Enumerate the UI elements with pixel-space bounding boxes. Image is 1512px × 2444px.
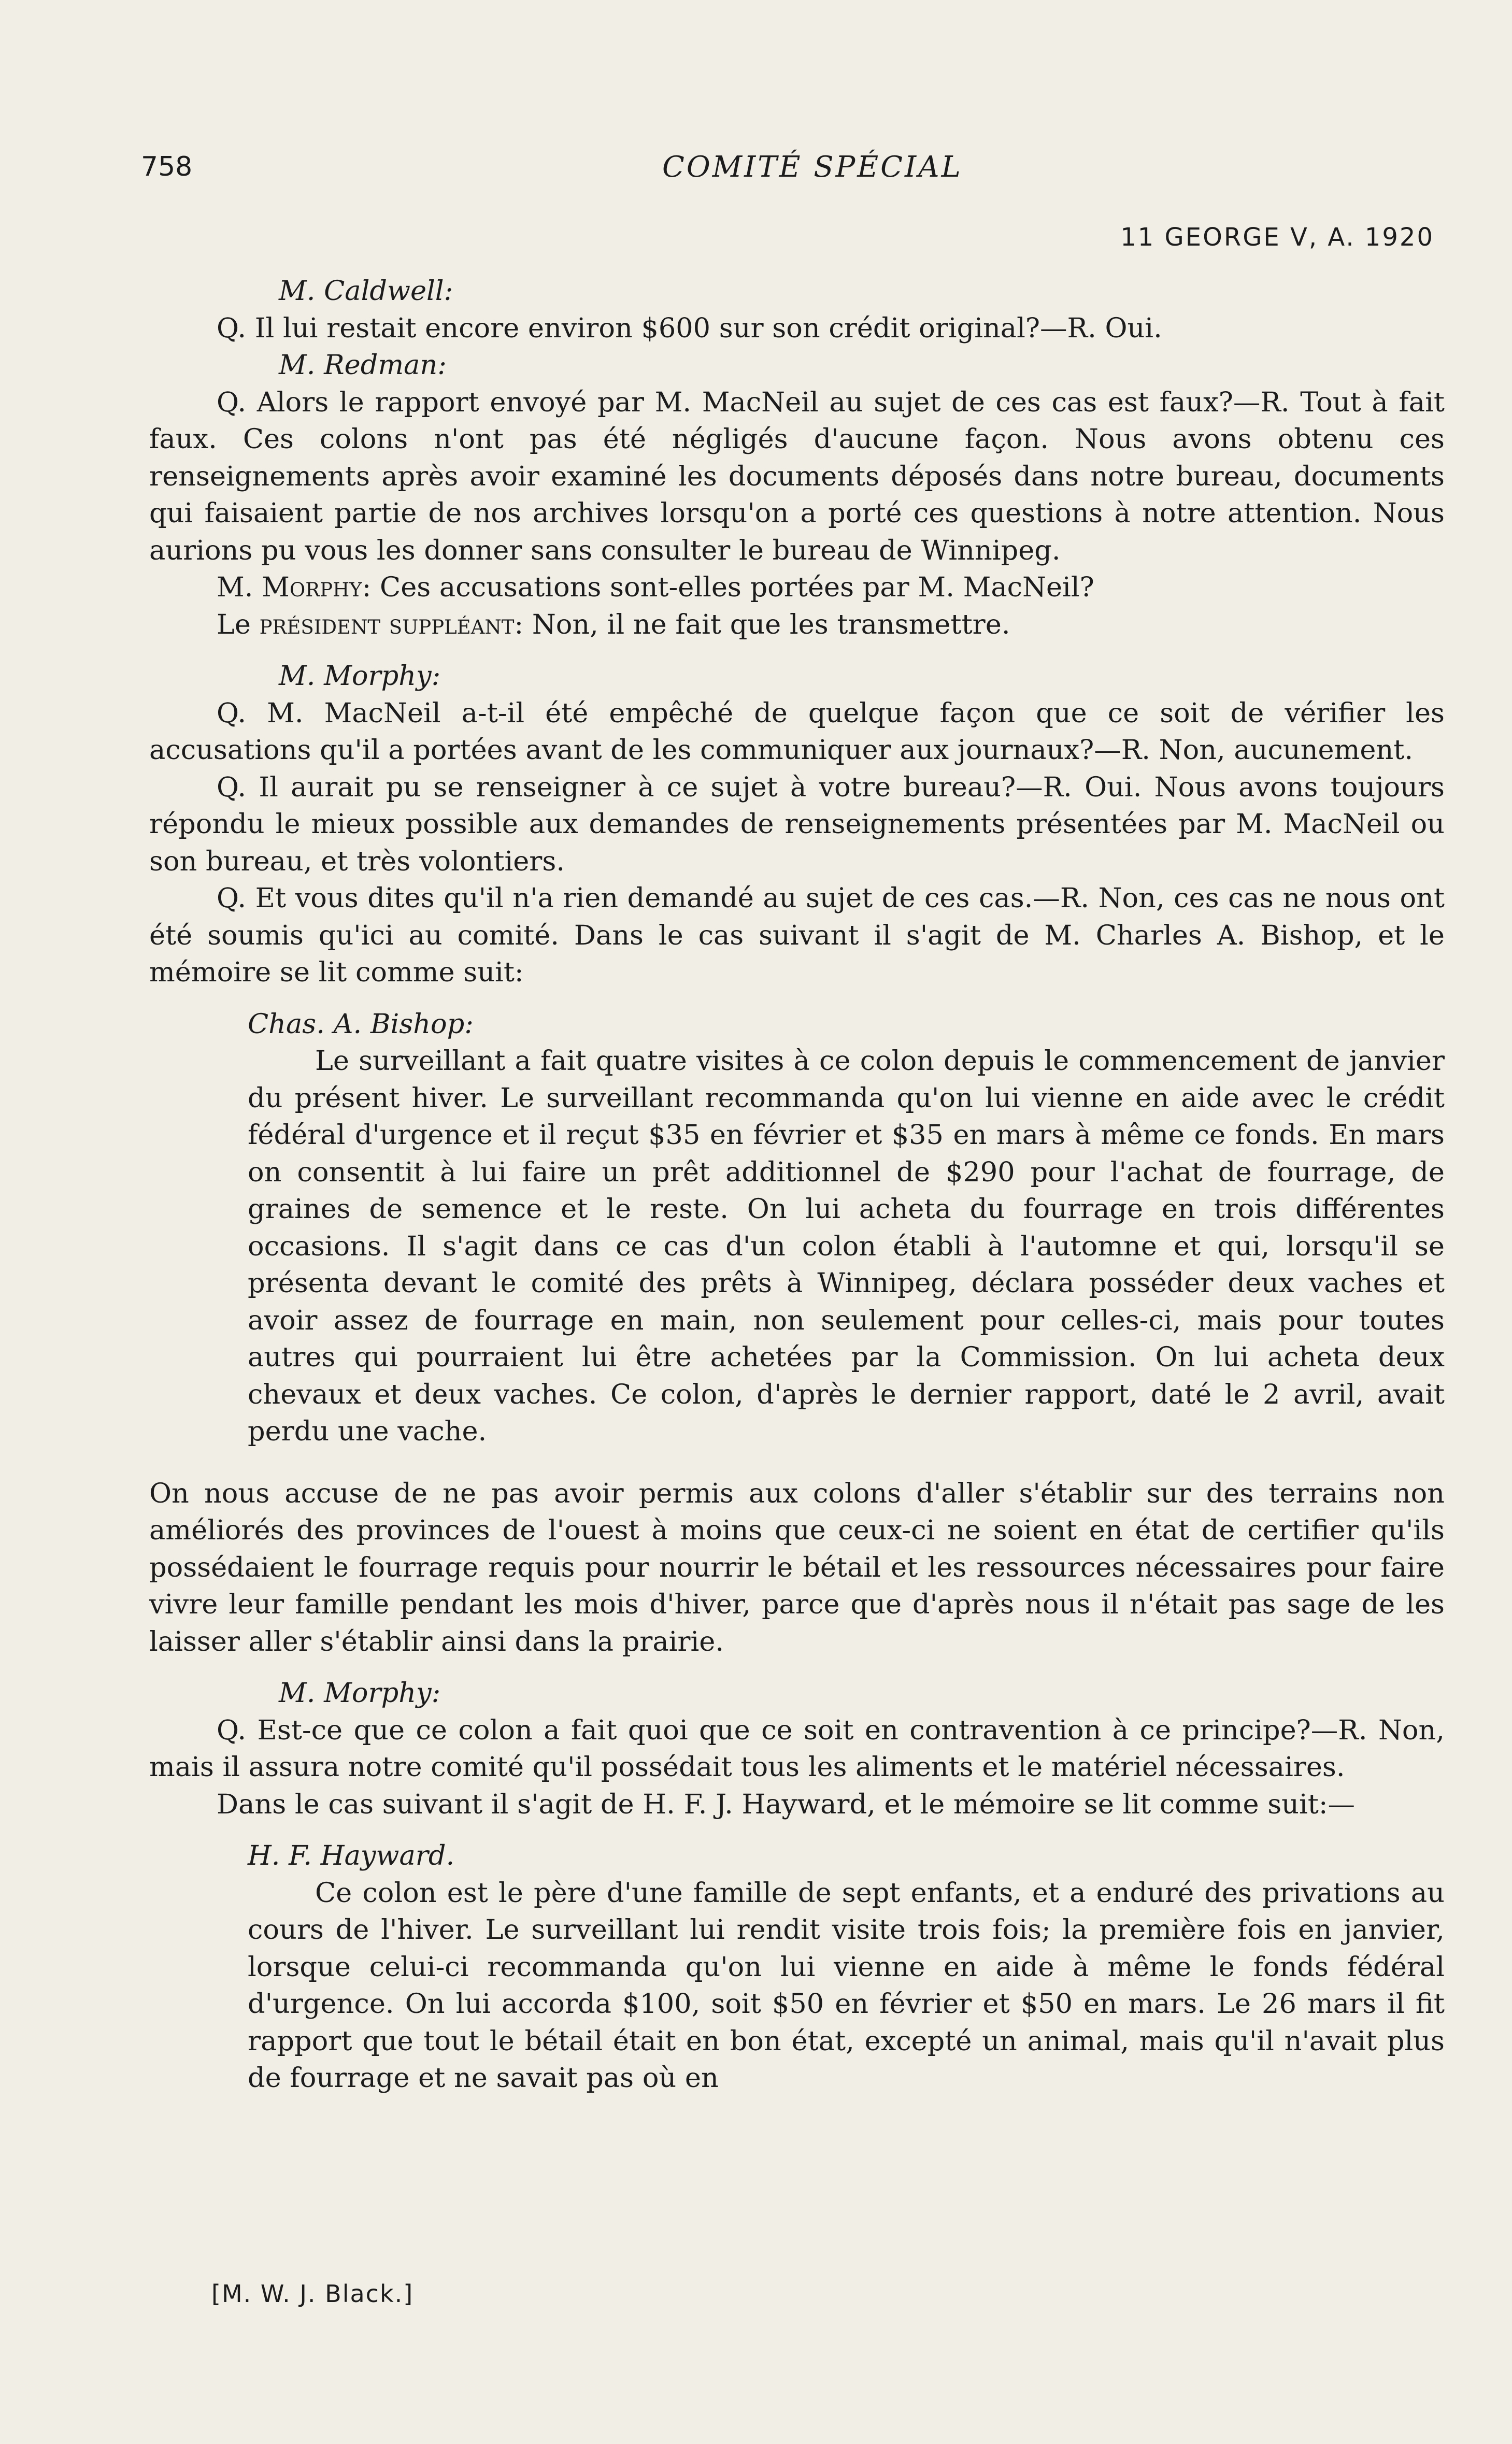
- paragraph: On nous accuse de ne pas avoir permis aux colons d'aller s'établir sur des terrains non améliorés des provinces de l'ouest à moins que ceux-ci ne soient en état de certifier qu'ils possédaient le fourrage requis pour nourrir le bétail et les ressources nécessaires pour faire vivre leur famille pendant les mois d'hiver, parce que d'après nous il n'était pas sage de les laisser aller s'établir ainsi dans la prairie.: [149, 1477, 1445, 1657]
- quoted-memo-text: Ce colon est le père d'une famille de sept enfants, et a enduré des privations au cours de l'hiver. Le surveillant lui rendit visite trois fois; la première fois en janvier, lorsque celui-ci recommanda qu'on lui vienne en aide à même le fonds fédéral d'urgence. On lui accorda $100, soit $50 en février et $50 en mars. Le 26 mars il fit rapport que tout le bétail était en bon état, excepté un animal, mais qu'il n'avait plus de fourrage et ne savait pas où en: [248, 1877, 1445, 2094]
- paragraph-prefix: Le: [217, 608, 260, 640]
- speaker-name: M. Morphy: [217, 571, 362, 603]
- paragraph: Q. Est-ce que ce colon a fait quoi que ce soit en contravention à ce principe?—R. Non, mais il assura notre comité qu'il possédait tous les aliments et le matériel nécessaires.: [149, 1714, 1445, 1783]
- quote-title-text: H. F. Hayward.: [248, 1840, 455, 1871]
- body-text: [149, 273, 1445, 2097]
- paragraph: [149, 606, 1445, 644]
- paragraph: Q. Il lui restait encore environ $600 sur son crédit original?—R. Oui.: [217, 312, 1162, 344]
- quote-title: [248, 1006, 1445, 1043]
- running-title: COMITÉ SPÉCIAL: [662, 150, 963, 184]
- quoted-memo-text: Le surveillant a fait quatre visites à ce colon depuis le commencement de janvier du présent hiver. Le surveillant recommanda qu'on lui vienne en aide avec le crédit fédéral d'urgence et il reçut $35 en février et $35 en mars à même ce fonds. En mars on consentit à lui faire un prêt additionnel de $290 pour l'achat de fourrage, de graines de semence et le reste. On lui acheta du fourrage en trois différentes occasions. Il s'agit dans ce cas d'un colon établi à l'automne et qui, lorsqu'il se présenta devant le comité des prêts à Winnipeg, déclara posséder deux vaches et avoir assez de fourrage en main, non seulement pour celles-ci, mais pour toutes autres qui pourraient lui être achetées par la Commission. On lui acheta deux chevaux et deux vaches. Ce colon, d'après le dernier rapport, daté le 2 avril, avait perdu une vache.: [248, 1045, 1445, 1447]
- quote-title-text: Chas. A. Bishop:: [248, 1008, 474, 1040]
- footer-signature: [M. W. J. Black.]: [211, 2280, 414, 2308]
- paragraph: Q. Et vous dites qu'il n'a rien demandé au sujet de ces cas.—R. Non, ces cas ne nous ont été soumis qu'ici au comité. Dans le cas suivant il s'agit de M. Charles A. Bishop, et le mémoire se lit comme suit:: [149, 882, 1445, 988]
- quote-title: [248, 1837, 1445, 1875]
- quoted-memo: [248, 1875, 1445, 2097]
- speaker-label: M. Redman:: [279, 349, 447, 381]
- speaker-name: président suppléant: [259, 608, 515, 640]
- paragraph: Q. M. MacNeil a-t-il été empêché de quelque façon que ce soit de vérifier les accusations qu'il a portées avant de les communiquer aux journaux?—R. Non, aucunement.: [149, 697, 1445, 766]
- paragraph: Q. Alors le rapport envoyé par M. MacNeil au sujet de ces cas est faux?—R. Tout à fait faux. Ces colons n'ont pas été négligés d'aucune façon. Nous avons obtenu ces renseignements après avoir examiné les documents déposés dans notre bureau, documents qui faisaient partie de nos archives lorsqu'on a porté ces questions à notre attention. Nous aurions pu vous les donner sans consulter le bureau de Winnipeg.: [149, 386, 1445, 566]
- speaker-label: M. Caldwell:: [279, 275, 453, 307]
- paragraph: Dans le cas suivant il s'agit de H. F. J. Hayward, et le mémoire se lit comme suit:—: [217, 1788, 1356, 1820]
- speaker-label: M. Morphy:: [279, 1677, 441, 1709]
- speaker-label: M. Morphy:: [279, 660, 441, 692]
- paragraph: Q. Il aurait pu se renseigner à ce sujet à votre bureau?—R. Oui. Nous avons toujours répondu le mieux possible aux demandes de renseignements présentées par M. MacNeil ou son bureau, et très volontiers.: [149, 771, 1445, 877]
- session-line: 11 GEORGE V, A. 1920: [1120, 223, 1434, 252]
- quoted-memo: [248, 1042, 1445, 1450]
- paragraph: [149, 569, 1445, 606]
- paragraph-text: : Ces accusations sont-elles portées par M. MacNeil?: [362, 571, 1094, 603]
- paragraph-text: : Non, il ne fait que les transmettre.: [514, 608, 1010, 640]
- page-number: 758: [141, 151, 193, 182]
